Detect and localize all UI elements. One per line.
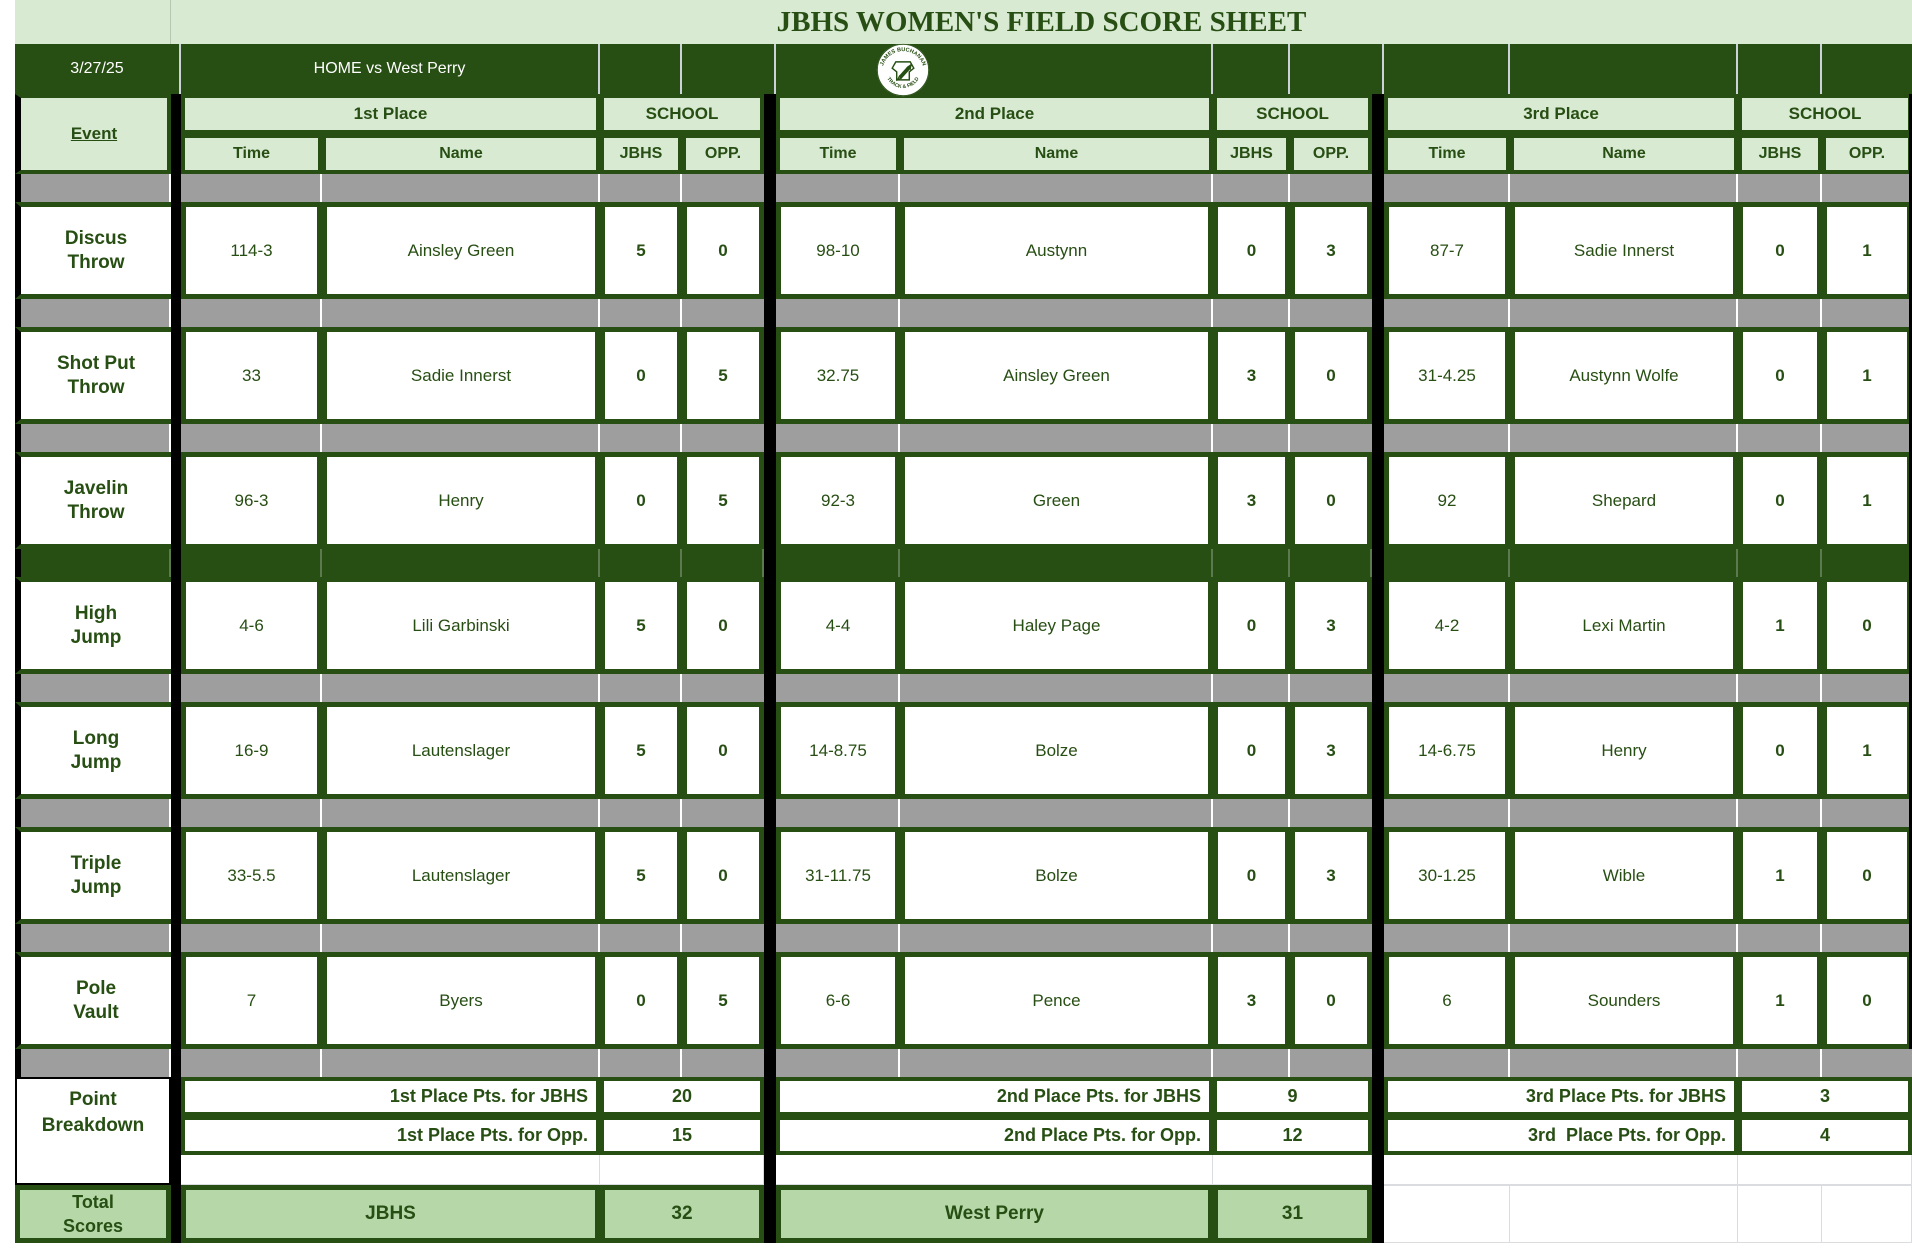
bottom-strip: [0, 1243, 1912, 1252]
separator-row: [0, 924, 1912, 952]
opp-score-cell[interactable]: 0: [682, 827, 764, 924]
time-header[interactable]: Time: [776, 134, 900, 174]
time-cell[interactable]: 4-4: [776, 577, 900, 674]
opp-score-cell[interactable]: 1: [1822, 702, 1912, 799]
place2-header[interactable]: 2nd Place: [776, 94, 1213, 134]
left-gutter: [0, 94, 15, 174]
jbhs-score-cell[interactable]: 3: [1213, 327, 1290, 424]
opp-score-cell[interactable]: 0: [1290, 327, 1372, 424]
jbhs-score-cell[interactable]: 3: [1213, 452, 1290, 549]
total-scores-label-cell[interactable]: [15, 1185, 171, 1243]
banner-blank-cell[interactable]: [1290, 44, 1384, 94]
jbhs-score-cell[interactable]: 0: [600, 327, 682, 424]
banner-blank-cell[interactable]: [1213, 44, 1290, 94]
column-header-block: [0, 94, 1912, 174]
pts-value-cell[interactable]: 15: [600, 1116, 764, 1155]
name-cell[interactable]: Lili Garbinski: [322, 577, 600, 674]
total-scores-label: Scores: [62, 1216, 124, 1236]
opp-score-cell[interactable]: 1: [1822, 327, 1912, 424]
school-header[interactable]: SCHOOL: [1738, 94, 1912, 134]
opp-score-cell[interactable]: 5: [682, 952, 764, 1049]
name-cell[interactable]: Austynn: [900, 202, 1213, 299]
opp-score-cell[interactable]: 1: [1822, 202, 1912, 299]
jbhs-score-cell[interactable]: 0: [1213, 827, 1290, 924]
jbhs-score-cell[interactable]: 0: [600, 952, 682, 1049]
opp-score-cell[interactable]: 5: [682, 452, 764, 549]
jbhs-points-row: [181, 1077, 1912, 1116]
table-row-shot-put: [0, 327, 1912, 424]
jbhs-header[interactable]: JBHS: [1738, 134, 1822, 174]
point-breakdown-section: [0, 1077, 1912, 1185]
place2-header-group: [776, 94, 1372, 174]
name-header[interactable]: Name: [1510, 134, 1738, 174]
time-cell[interactable]: 33-5.5: [181, 827, 322, 924]
separator-row: [0, 799, 1912, 827]
name-cell[interactable]: Byers: [322, 952, 600, 1049]
matchup-cell[interactable]: HOME vs West Perry: [181, 44, 600, 94]
time-cell[interactable]: 31-11.75: [776, 827, 900, 924]
event-cell[interactable]: Pole Vault: [15, 952, 171, 1049]
opp-points-row: [181, 1116, 1912, 1155]
table-row-long-jump: [0, 702, 1912, 799]
school-header[interactable]: SCHOOL: [600, 94, 764, 134]
banner-blank-cell[interactable]: [682, 44, 776, 94]
time-cell[interactable]: 14-6.75: [1384, 702, 1510, 799]
opp-score-cell[interactable]: 0: [1822, 952, 1912, 1049]
jbhs-score-cell[interactable]: 5: [600, 202, 682, 299]
total-scores-row: [0, 1185, 1912, 1243]
pts-label-cell[interactable]: 2nd Place Pts. for Opp.: [776, 1116, 1213, 1155]
event-cell[interactable]: Triple Jump: [15, 827, 171, 924]
jbhs-score-cell[interactable]: 5: [600, 827, 682, 924]
opp-score-cell[interactable]: 0: [1822, 577, 1912, 674]
banner-blank-cell[interactable]: [1822, 44, 1912, 94]
jbhs-score-cell[interactable]: 1: [1738, 952, 1822, 1049]
opp-score-cell[interactable]: 3: [1290, 577, 1372, 674]
time-cell[interactable]: 4-2: [1384, 577, 1510, 674]
pts-value-cell[interactable]: 3: [1738, 1077, 1912, 1116]
jbhs-score-cell[interactable]: 0: [600, 452, 682, 549]
banner-row: [0, 44, 1912, 94]
empty-cell[interactable]: [1510, 1185, 1738, 1243]
home-team-cell[interactable]: JBHS: [181, 1185, 600, 1243]
time-cell[interactable]: 96-3: [181, 452, 322, 549]
title-row: [0, 0, 1912, 44]
name-cell[interactable]: Ainsley Green: [900, 327, 1213, 424]
name-cell[interactable]: Sounders: [1510, 952, 1738, 1049]
svg-text:TRACK & FIELD: TRACK & FIELD: [885, 76, 921, 91]
title-left-cell[interactable]: [15, 0, 171, 44]
empty-row: [181, 1155, 1912, 1185]
separator-row: [0, 424, 1912, 452]
opp-score-cell[interactable]: 3: [1290, 202, 1372, 299]
separator-row: [0, 674, 1912, 702]
time-cell[interactable]: 87-7: [1384, 202, 1510, 299]
page-title: JBHS WOMEN'S FIELD SCORE SHEET: [776, 5, 1307, 38]
time-cell[interactable]: 31-4.25: [1384, 327, 1510, 424]
place1-header[interactable]: 1st Place: [181, 94, 600, 134]
name-cell[interactable]: Ainsley Green: [322, 202, 600, 299]
name-cell[interactable]: Henry: [322, 452, 600, 549]
pts-value-cell[interactable]: 12: [1213, 1116, 1372, 1155]
total-scores-label: Total: [72, 1192, 114, 1212]
event-cell[interactable]: Shot Put Throw: [15, 327, 171, 424]
opp-score-cell[interactable]: 0: [682, 577, 764, 674]
time-cell[interactable]: 92: [1384, 452, 1510, 549]
pts-label-cell[interactable]: 1st Place Pts. for JBHS: [181, 1077, 600, 1116]
banner-blank-cell[interactable]: [600, 44, 682, 94]
away-team-cell[interactable]: West Perry: [776, 1185, 1213, 1243]
separator-row: [0, 299, 1912, 327]
jbhs-score-cell[interactable]: 1: [1738, 577, 1822, 674]
separator-row: [0, 1049, 1912, 1077]
place3-header-group: [1384, 94, 1912, 174]
name-cell[interactable]: Green: [900, 452, 1213, 549]
name-cell[interactable]: Lautenslager: [322, 702, 600, 799]
time-cell[interactable]: 92-3: [776, 452, 900, 549]
opp-score-cell[interactable]: 0: [682, 202, 764, 299]
name-cell[interactable]: Pence: [900, 952, 1213, 1049]
opp-header[interactable]: OPP.: [682, 134, 764, 174]
section-divider: [764, 94, 776, 174]
table-row-discus-throw: [0, 202, 1912, 299]
name-cell[interactable]: Henry: [1510, 702, 1738, 799]
time-cell[interactable]: 6: [1384, 952, 1510, 1049]
time-header[interactable]: Time: [181, 134, 322, 174]
name-cell[interactable]: Haley Page: [900, 577, 1213, 674]
opp-score-cell[interactable]: 0: [1290, 452, 1372, 549]
event-column-header[interactable]: [15, 94, 171, 174]
school-header[interactable]: SCHOOL: [1213, 94, 1372, 134]
time-cell[interactable]: 98-10: [776, 202, 900, 299]
opp-header[interactable]: OPP.: [1290, 134, 1372, 174]
home-score-cell[interactable]: 32: [600, 1185, 764, 1243]
banner-blank-cell[interactable]: [1738, 44, 1822, 94]
time-cell[interactable]: 14-8.75: [776, 702, 900, 799]
name-header[interactable]: Name: [900, 134, 1213, 174]
title-cell[interactable]: [171, 0, 1912, 44]
opp-score-cell[interactable]: 0: [1822, 827, 1912, 924]
jbhs-score-cell[interactable]: 0: [1738, 702, 1822, 799]
jbhs-score-cell[interactable]: 0: [1738, 202, 1822, 299]
point-breakdown-label-cell[interactable]: [15, 1077, 171, 1185]
time-cell[interactable]: 114-3: [181, 202, 322, 299]
name-cell[interactable]: Sadie Innerst: [322, 327, 600, 424]
event-header-label: Event: [70, 124, 118, 143]
table-row-high-jump: [0, 577, 1912, 674]
pts-label-cell[interactable]: 3rd Place Pts. for Opp.: [1384, 1116, 1738, 1155]
section-divider: [1372, 94, 1384, 174]
left-gutter: [0, 44, 15, 94]
section-divider: [171, 1077, 181, 1185]
event-cell[interactable]: High Jump: [15, 577, 171, 674]
time-cell[interactable]: 4-6: [181, 577, 322, 674]
section-separator-row: [0, 549, 1912, 577]
school-logo-icon: [876, 43, 930, 97]
date-cell[interactable]: 3/27/25: [15, 44, 181, 94]
name-cell[interactable]: Wible: [1510, 827, 1738, 924]
jbhs-score-cell[interactable]: 5: [600, 702, 682, 799]
banner-blank-cell[interactable]: [1384, 44, 1510, 94]
empty-cell[interactable]: [1384, 1185, 1510, 1243]
jbhs-score-cell[interactable]: 0: [1738, 452, 1822, 549]
opp-score-cell[interactable]: 3: [1290, 702, 1372, 799]
jbhs-score-cell[interactable]: 5: [600, 577, 682, 674]
point-breakdown-label: Point: [69, 1089, 117, 1110]
banner-blank-cell[interactable]: [1510, 44, 1738, 94]
event-cell[interactable]: Javelin Throw: [15, 452, 171, 549]
jbhs-score-cell[interactable]: 0: [1213, 202, 1290, 299]
opp-header[interactable]: OPP.: [1822, 134, 1912, 174]
name-cell[interactable]: Bolze: [900, 702, 1213, 799]
separator-row: [0, 174, 1912, 202]
time-cell[interactable]: 30-1.25: [1384, 827, 1510, 924]
event-cell[interactable]: Long Jump: [15, 702, 171, 799]
jbhs-score-cell[interactable]: 0: [1738, 327, 1822, 424]
name-cell[interactable]: Lautenslager: [322, 827, 600, 924]
point-breakdown-label: Breakdown: [41, 1115, 145, 1136]
empty-cell[interactable]: [1822, 1185, 1912, 1243]
table-row-javelin: [0, 452, 1912, 549]
jbhs-score-cell[interactable]: 1: [1738, 827, 1822, 924]
jbhs-score-cell[interactable]: 0: [1213, 577, 1290, 674]
time-cell[interactable]: 7: [181, 952, 322, 1049]
event-cell[interactable]: Discus Throw: [15, 202, 171, 299]
pts-label-cell[interactable]: 1st Place Pts. for Opp.: [181, 1116, 600, 1155]
table-row-triple-jump: [0, 827, 1912, 924]
name-cell[interactable]: Bolze: [900, 827, 1213, 924]
name-cell[interactable]: Lexi Martin: [1510, 577, 1738, 674]
opp-score-cell[interactable]: 1: [1822, 452, 1912, 549]
time-cell[interactable]: 32.75: [776, 327, 900, 424]
jbhs-header[interactable]: JBHS: [1213, 134, 1290, 174]
away-score-cell[interactable]: 31: [1213, 1185, 1372, 1243]
section-divider: [171, 94, 181, 174]
time-cell[interactable]: 6-6: [776, 952, 900, 1049]
left-gutter: [0, 0, 15, 44]
name-cell[interactable]: Austynn Wolfe: [1510, 327, 1738, 424]
name-header[interactable]: Name: [322, 134, 600, 174]
time-header[interactable]: Time: [1384, 134, 1510, 174]
logo-cell[interactable]: [776, 44, 1213, 94]
opp-score-cell[interactable]: 3: [1290, 827, 1372, 924]
time-cell[interactable]: 33: [181, 327, 322, 424]
name-cell[interactable]: Shepard: [1510, 452, 1738, 549]
svg-text:JAMES BUCHANAN: JAMES BUCHANAN: [879, 47, 927, 67]
jbhs-header[interactable]: JBHS: [600, 134, 682, 174]
table-row-pole-vault: [0, 952, 1912, 1049]
pts-label-cell[interactable]: 3rd Place Pts. for JBHS: [1384, 1077, 1738, 1116]
pts-value-cell[interactable]: 20: [600, 1077, 764, 1116]
time-cell[interactable]: 16-9: [181, 702, 322, 799]
name-cell[interactable]: Sadie Innerst: [1510, 202, 1738, 299]
pts-value-cell[interactable]: 4: [1738, 1116, 1912, 1155]
opp-score-cell[interactable]: 0: [682, 702, 764, 799]
empty-cell[interactable]: [1738, 1185, 1822, 1243]
pts-label-cell[interactable]: 2nd Place Pts. for JBHS: [776, 1077, 1213, 1116]
opp-score-cell[interactable]: 0: [1290, 952, 1372, 1049]
pts-value-cell[interactable]: 9: [1213, 1077, 1372, 1116]
opp-score-cell[interactable]: 5: [682, 327, 764, 424]
place3-header[interactable]: 3rd Place: [1384, 94, 1738, 134]
place1-header-group: [181, 94, 764, 174]
jbhs-score-cell[interactable]: 0: [1213, 702, 1290, 799]
jbhs-score-cell[interactable]: 3: [1213, 952, 1290, 1049]
